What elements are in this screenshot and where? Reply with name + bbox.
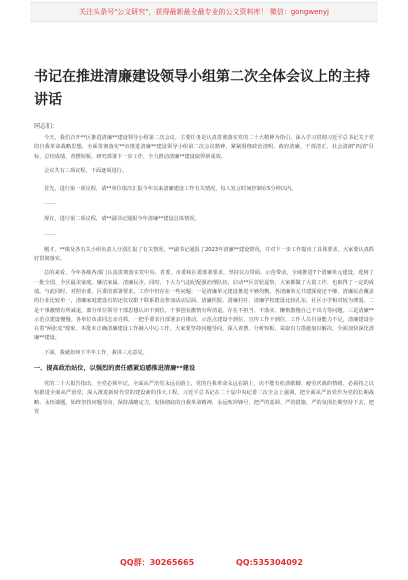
header-banner: 关注头条号"公文研究"，获得最新最全最专业的公文资料库！ 微信：gongwenyj [30,2,378,22]
footer [0,553,408,573]
section-heading: 一、提高政治站位，以强烈的责任感紧迫感推进清廉**建设 [34,365,196,373]
paragraph-body: 党的二十大报告指出，全党必须牢记，全面从严治党永远在路上，党的自我革命永远在路上，决不能有松劲歇脚、疲劳厌战的情绪，必须持之以恒推进全面从严治党，深入推进新时代党的建设新的伟大工程。习近平总书记在二十届中央纪委二次全会上强调，把全面从严治党作为党的长期战略、永恒课题，始终坚持问题导向，保持战略定力，发扬彻底的自我革命精神，永远吹冲锋号，把严的基调、严的措施、严的氛围长期坚持下去，把党 [34,381,374,415]
ellipsis: …… [44,199,56,207]
paragraph-agenda-intro: 会议共有三项议程，下面逐项进行。 [44,167,128,174]
paragraph-transition: 下面，我就如何下半年工作，我讲三点意见。 [44,349,148,356]
paragraph-agenda-1: 首先，进行第一项议程，请**单位依次汇报今年以来清廉建设工作有关情况，每人发言时间控制在5分钟以内。 [44,186,297,193]
document-page [30,22,378,557]
ellipsis: …… [44,229,56,237]
footer-qq: QQ:535304092 [236,558,303,567]
paragraph-summary: 刚才，**镇及各有关小组负责人分别汇报了有关情况，**副书记通报了2023年清廉**建设情况，并对下一步工作提出了具体要求，大家要认真抓好贯彻落实。 [34,246,374,263]
paragraph-assessment: 总的来看，今年各级各部门认真贯彻落实党中央、省委、市委和区委部署要求，坚持以点带面、示范带动，全域推进7个清廉单元建设，选树了一批全国、全区最美家庭、廉洁家属、清廉民企。同时，下大力气违纪配强治理队伍，启动**区首轮巡察，大家都做了大量工作，也取得了一定的成绩。与此同时，对照市委、区委的部署要求，工作中仍存在一些问题：一是清廉单元建设推进不够均衡，各清廉单元共建深度还不够，清廉民企覆盖的行业比较单一，清廉家庭建设有的还仅仅限于联系群众参加活动层面，清廉医院、清廉村社、清廉学校建设比较孔东，社区小学相对较为薄弱。二是干事激情有所减退，部分单位领导干部思想认识不到位，干事创业激情有所消退，存在不担当、不落实、懒惰散慢自己不出力等问题。三是清廉**示范点建设慢慢。各单位负责同志亲自抓，一把手要亲自部署亲自推动，示范点建设不到位，宣传工作不到位，工作人员自身能力不足，清廉建设存在着"两张皮"现象，本批未正确清廉建设工作融入中心工作，大家要坚持问题导向，深入查摆、分析短板，采取有力措施加以解决，全面加快深化清廉**建设。 [34,270,374,342]
paragraph-agenda-2: 现在，进行第二项议程，请**副书记通报今年清廉**建设总体情况。 [44,216,200,223]
footer-qq-group: QQ群：30265665 [120,558,195,567]
document-title: 书记在推进清廉建设领导小组第二次全体会议上的主持讲话 [34,69,370,108]
paragraph-opening: 今天，我们召开**区推进清廉**建设领导小组第二次会议，主要任务是认真贯彻落实党的二十大精神为指引，深入学习贯彻习近平总书记关于党的自我革命战略思想，全面贯彻落实**市推进清廉**建设领导小组第二次会议精神，紧紧围绕政治清明、政府清廉、干部清正、社会清朗"四清"目标，总结成绩，查摆短板，研究部署下一步工作，全力推动清廉**建设取得新成效。 [34,135,374,160]
salutation: 同志们： [34,123,59,130]
